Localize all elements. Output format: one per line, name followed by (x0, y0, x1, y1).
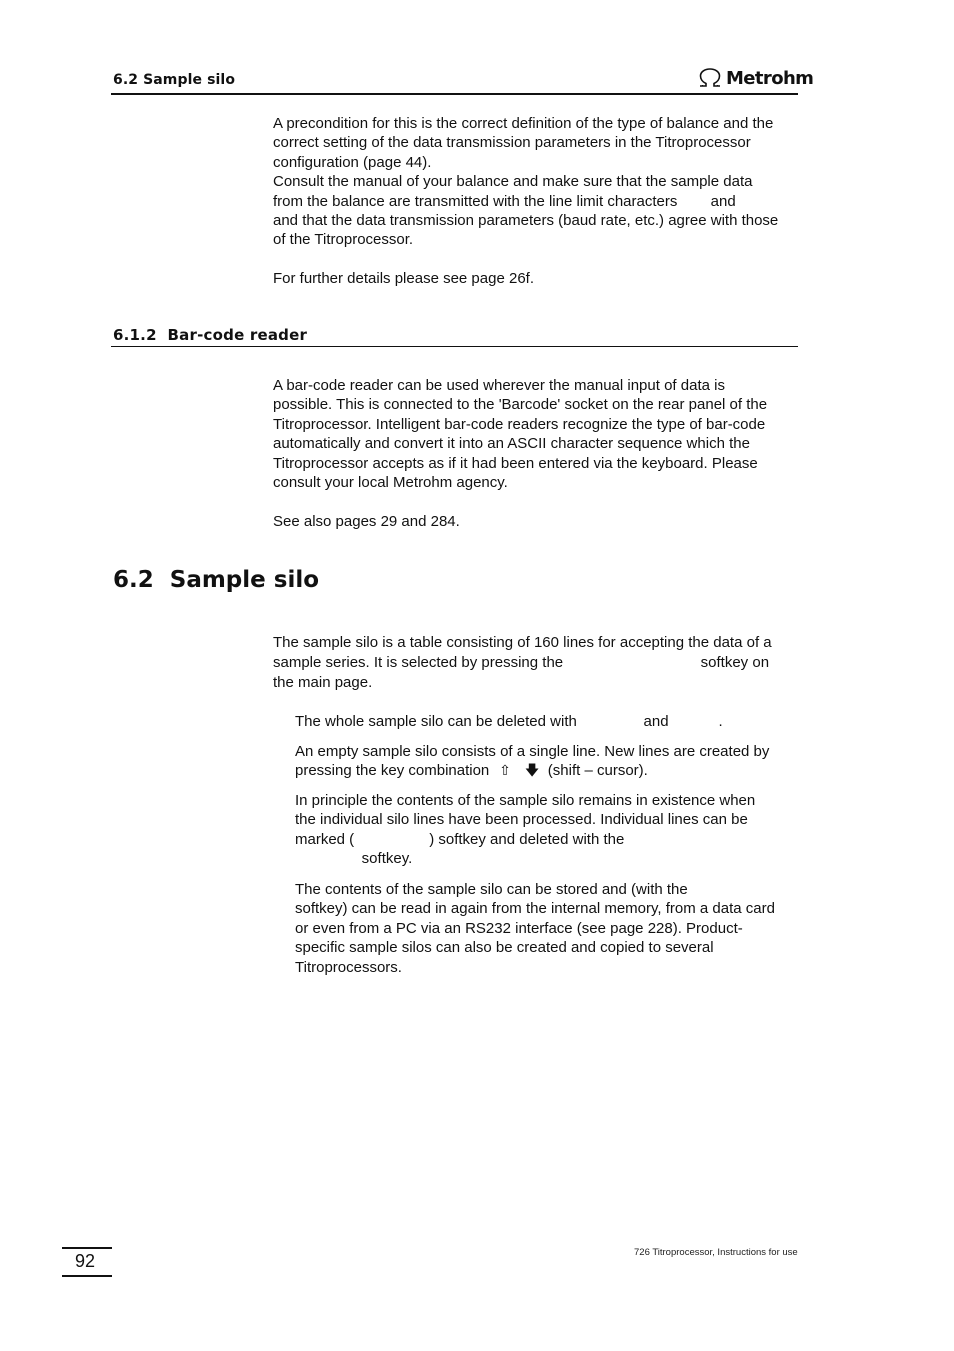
intro-line: configuration (page 44). (273, 153, 432, 171)
footer-doc-title: 726 Titroprocessor, Instructions for use (634, 1247, 798, 1258)
intro-paragraph (273, 114, 803, 289)
running-header-section: 6.2 Sample silo (113, 72, 236, 88)
further-details: For further details please see page 26f. (273, 270, 534, 288)
silo-item-marking (295, 791, 800, 869)
intro-line: and that the data transmission parameters (baud rate, etc.) agree with those (273, 212, 779, 230)
omega-icon (697, 68, 723, 88)
arrow-down-icon: 🡇 (524, 763, 540, 780)
logo-wordmark: Metrohm (726, 67, 814, 89)
intro-line: from the balance are transmitted with the line limit characters and (273, 192, 736, 210)
silo-item-line: In principle the contents of the sample silo remains in existence when (295, 792, 756, 809)
key-combination-label: pressing the key combination (295, 762, 490, 780)
silo-item-line: Titroprocessors. (295, 958, 402, 976)
silo-item-line: An empty sample silo consists of a single line. New lines are created by (295, 743, 770, 760)
barcode-line: Titroprocessor accepts as if it had been entered via the keyboard. Please (273, 454, 758, 472)
shift-arrow-up-icon: ⇧ (499, 763, 511, 780)
barcode-line: possible. This is connected to the 'Barcode' socket on the rear panel of the (273, 396, 768, 414)
silo-item-line: softkey. (295, 850, 413, 868)
silo-item-line: specific sample silos can also be created and copied to several (295, 939, 714, 957)
intro-line: of the Titroprocessor. (273, 231, 414, 249)
silo-item-line: The contents of the sample silo can be stored and (with the (295, 881, 688, 898)
silo-item-line: The whole sample silo can be deleted with and . (295, 713, 723, 730)
silo-item-line: the individual silo lines have been processed. Individual lines can be (295, 811, 748, 829)
silo-item-line: marked ( ) softkey and deleted with the (295, 830, 625, 848)
silo-intro-line: The sample silo is a table consisting of 160 lines for accepting the data of a (273, 634, 772, 651)
silo-intro-line: sample series. It is selected by pressing the softkey on (273, 654, 770, 671)
silo-item-new-lines (295, 742, 800, 782)
barcode-paragraph (273, 376, 803, 531)
metrohm-logo (697, 66, 813, 90)
silo-item-line (295, 761, 800, 781)
silo-intro-line: the main page. (273, 674, 373, 691)
intro-line: correct setting of the data transmission parameters in the Titroprocessor (273, 134, 751, 152)
key-combination-note: (shift – cursor). (547, 762, 648, 780)
barcode-line: Titroprocessor. Intelligent bar-code readers recognize the type of bar-code (273, 415, 766, 433)
barcode-line: automatically and convert it into an ASCII character sequence which the (273, 435, 750, 453)
silo-item-line: softkey) can be read in again from the internal memory, from a data card (295, 900, 775, 918)
section-title: 6.2 Sample silo (113, 567, 320, 593)
silo-item-storage (295, 880, 800, 977)
silo-item-line: or even from a PC via an RS232 interface (see page 228). Product- (295, 919, 743, 937)
subsection-rule (111, 346, 798, 347)
see-also: See also pages 29 and 284. (273, 512, 460, 530)
page-number-rule-top (62, 1247, 112, 1249)
barcode-line: A bar-code reader can be used wherever the manual input of data is (273, 377, 725, 394)
page-number-rule-bottom (62, 1275, 112, 1277)
subsection-title: 6.1.2 Bar-code reader (113, 326, 308, 344)
page-number: 92 (75, 1251, 96, 1271)
intro-line: Consult the manual of your balance and make sure that the sample data (273, 173, 753, 191)
silo-intro-paragraph (273, 633, 803, 693)
barcode-line: consult your local Metrohm agency. (273, 474, 508, 492)
header-rule (111, 93, 798, 95)
intro-line: A precondition for this is the correct definition of the type of balance and the (273, 115, 774, 132)
silo-item-delete (295, 712, 800, 731)
